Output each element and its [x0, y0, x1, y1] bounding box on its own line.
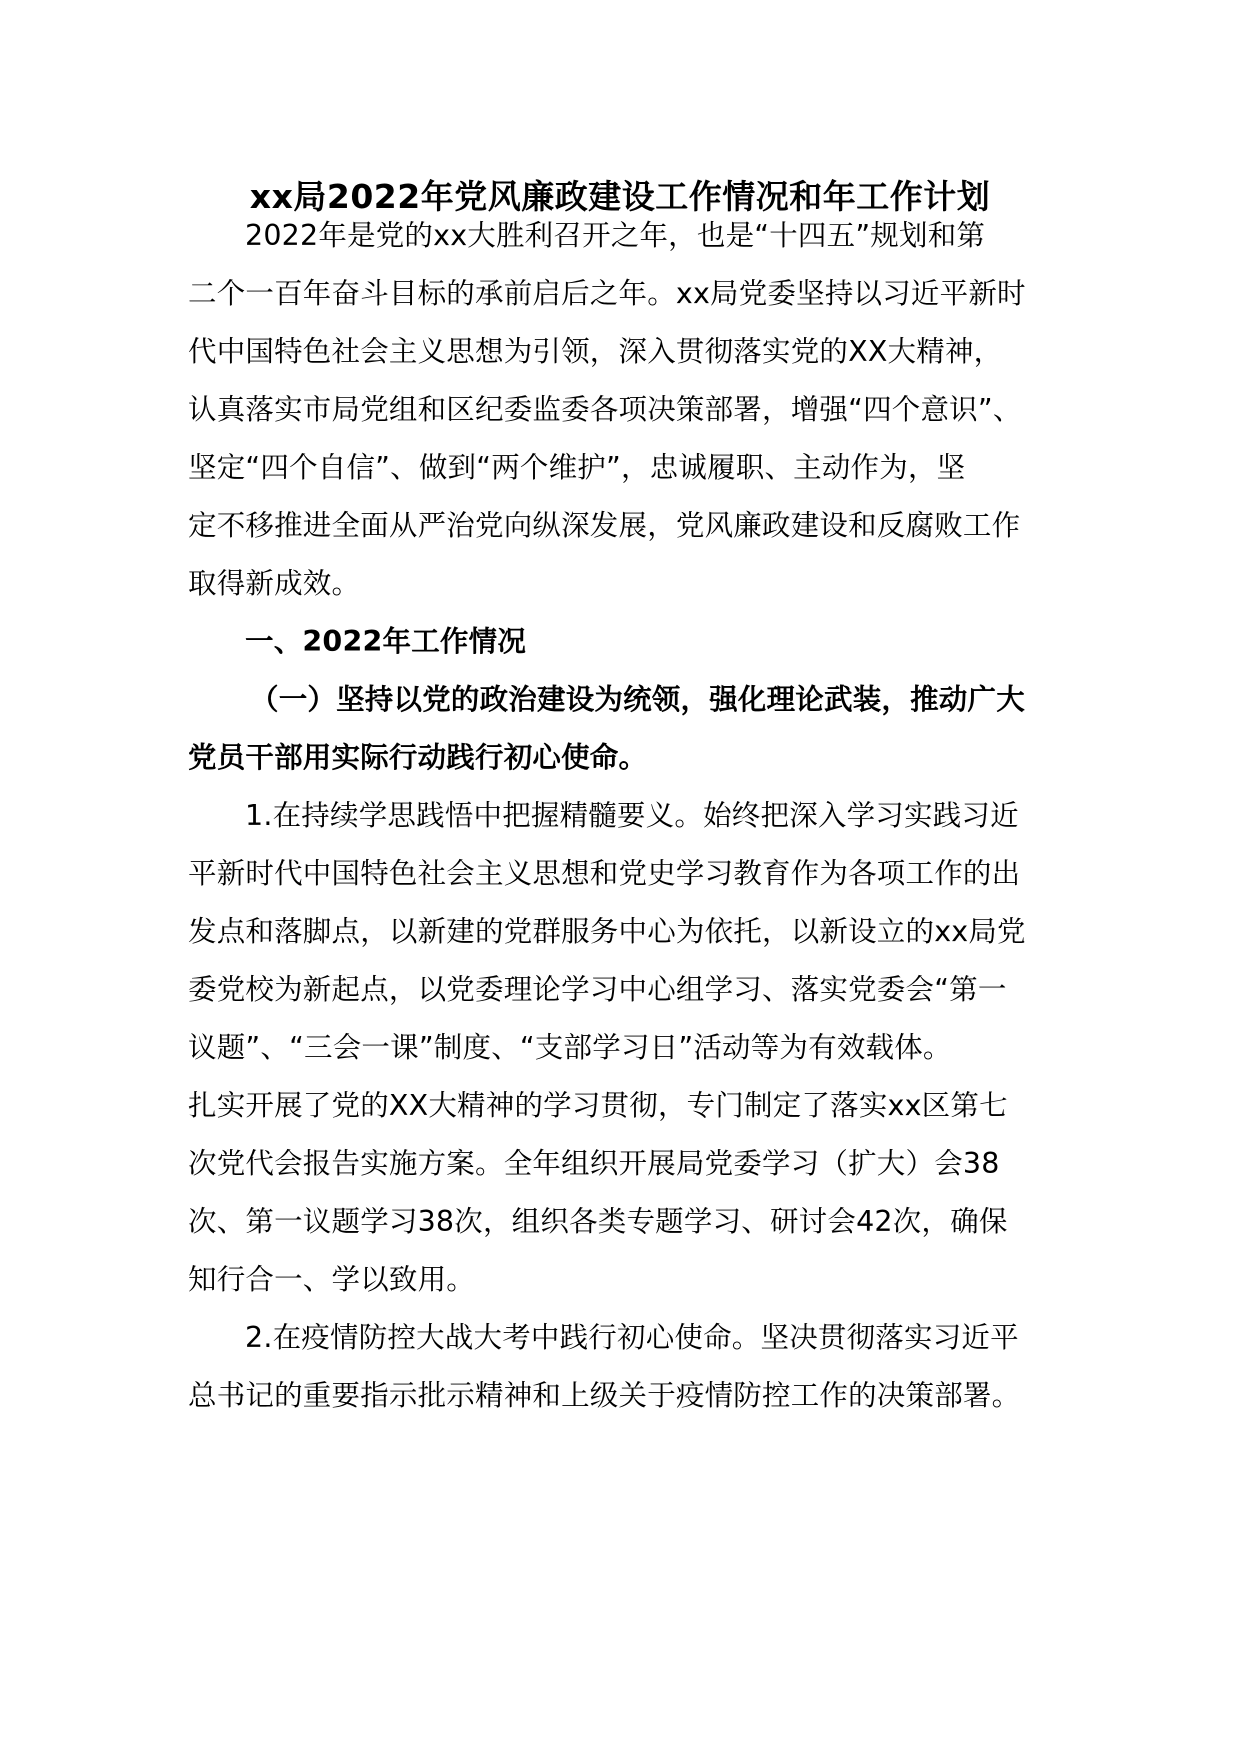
paragraph-2-line-4: 委党校为新起点，以党委理论学习中心组学习、落实党委会“第一 [188, 973, 1007, 1006]
subsection-heading-1-line-1: （一）坚持以党的政治建设为统领，强化理论武装，推动广大 [250, 683, 1025, 716]
subsection-heading-1-line-2: 党员干部用实际行动践行初心使命。 [188, 741, 648, 774]
paragraph-1-line-3: 代中国特色社会主义思想为引领，深入贯彻落实党的XX大精神， [188, 335, 1003, 368]
paragraph-2-line-6: 扎实开展了党的XX大精神的学习贯彻，专门制定了落实xx区第七 [188, 1089, 1008, 1122]
paragraph-1-line-6: 定不移推进全面从严治党向纵深发展，党风廉政建设和反腐败工作 [188, 509, 1021, 542]
paragraph-2-line-5: 议题”、“三会一课”制度、“支部学习日”活动等为有效载体。 [188, 1031, 952, 1064]
paragraph-2-line-8: 次、第一议题学习38次，组织各类专题学习、研讨会42次，确保 [188, 1205, 1008, 1238]
paragraph-2-line-1: 1.在持续学思践悟中把握精髓要义。始终把深入学习实践习近 [245, 799, 1019, 832]
paragraph-1-line-1: 2022年是党的xx大胜利召开之年，也是“十四五”规划和第 [245, 219, 986, 252]
paragraph-2-line-2: 平新时代中国特色社会主义思想和党史学习教育作为各项工作的出 [188, 857, 1021, 890]
paragraph-2-line-7: 次党代会报告实施方案。全年组织开展局党委学习（扩大）会38 [188, 1147, 1000, 1180]
paragraph-1-line-7: 取得新成效。 [188, 567, 361, 600]
paragraph-2-line-3: 发点和落脚点，以新建的党群服务中心为依托，以新设立的xx局党 [188, 915, 1026, 948]
paragraph-1-line-2: 二个一百年奋斗目标的承前启后之年。xx局党委坚持以习近平新时 [188, 277, 1026, 310]
paragraph-1-line-5: 坚定“四个自信”、做到“两个维护”，忠诚履职、主动作为，坚 [188, 451, 966, 484]
paragraph-1-line-4: 认真落实市局党组和区纪委监委各项决策部署，增强“四个意识”、 [188, 393, 1022, 426]
paragraph-3-line-2: 总书记的重要指示批示精神和上级关于疫情防控工作的决策部署。 [188, 1379, 1021, 1412]
paragraph-3-line-1: 2.在疫情防控大战大考中践行初心使命。坚决贯彻落实习近平 [245, 1321, 1019, 1354]
section-heading-1: 一、2022年工作情况 [245, 625, 527, 658]
paragraph-2-line-9: 知行合一、学以致用。 [188, 1263, 476, 1296]
document-title: xx局2022年党风廉政建设工作情况和年工作计划 [249, 177, 991, 216]
